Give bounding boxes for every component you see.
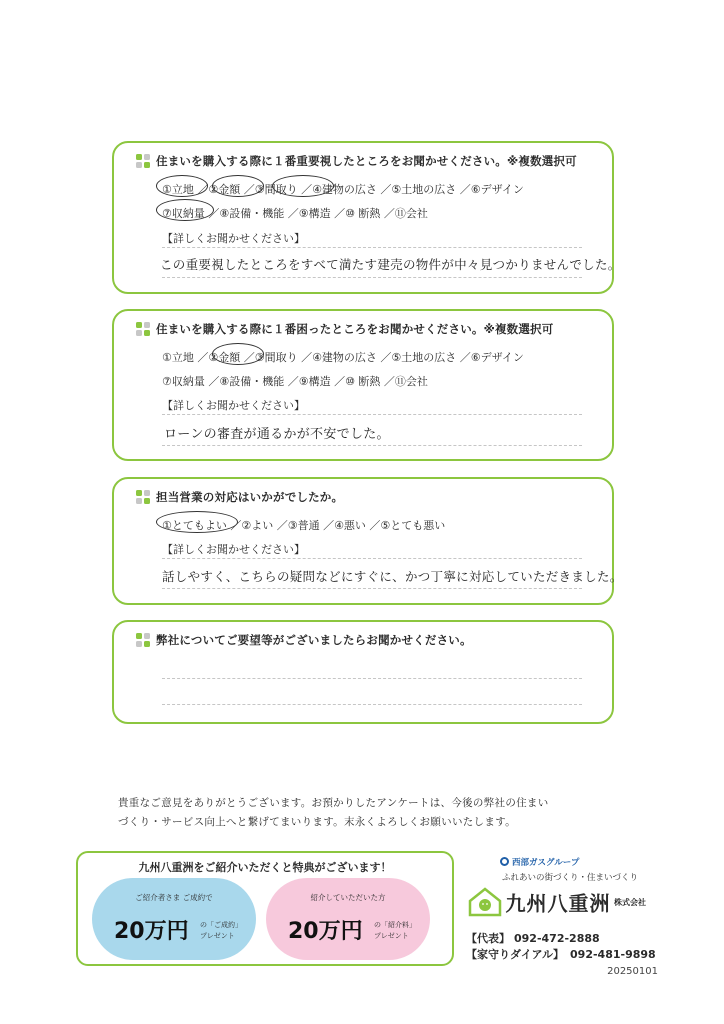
referral-bonus-right-caption: 紹介していただいた方	[310, 893, 386, 902]
clover-logo-icon	[136, 322, 150, 336]
company-maintenance-dial: 【家守りダイアル】 092-481-9898	[466, 948, 656, 961]
question-card-3	[112, 477, 623, 605]
question-card-4	[112, 620, 614, 724]
question-1-detail-label: 【詳しくお聞かせください】	[162, 232, 305, 245]
answer-line	[162, 277, 582, 278]
referral-bonus-left-caption: ご紹介者さま ご成約で	[135, 893, 213, 902]
question-3-title: 担当営業の対応はいかがでしたか。	[136, 489, 343, 505]
answer-line	[162, 414, 582, 415]
referral-bonus-right-note: の「紹介料」 プレゼント	[374, 921, 416, 940]
house-logo-icon	[468, 887, 502, 917]
answer-circle-price	[212, 175, 264, 197]
question-2-detail-label: 【詳しくお聞かせください】	[162, 399, 305, 412]
question-1-options-row-2: ⑦収納量 ／⑧設備・機能 ／⑨構造 ／⑩ 断熱 ／⑪会社	[162, 207, 428, 220]
question-4-title: 弊社についてご要望等がございましたらお聞かせください。	[136, 632, 472, 648]
clover-logo-icon	[136, 633, 150, 647]
referral-bonus-left-note: の「ご成約」 プレゼント	[200, 921, 242, 940]
answer-line	[162, 558, 582, 559]
document-version: 20250101	[607, 966, 658, 977]
referral-bonus-right	[266, 878, 430, 960]
question-1-handwritten-answer: この重要視したところをすべて満たす建売の物件が中々見つかりませんでした。	[160, 257, 621, 272]
company-phone: 【代表】 092-472-2888	[466, 932, 600, 945]
answer-circle-layout	[272, 175, 334, 197]
referral-bonus-left	[92, 878, 256, 960]
company-suffix: 株式会社	[614, 897, 646, 907]
question-1-options-row-1: ①立地 ／②金額 ／③間取り ／④建物の広さ ／⑤土地の広さ ／⑥デザイン	[162, 183, 524, 196]
group-logo-icon	[500, 857, 509, 866]
question-card-1	[112, 141, 621, 294]
clover-logo-icon	[136, 490, 150, 504]
answer-line	[162, 678, 582, 679]
answer-circle-very-good	[156, 511, 238, 533]
answer-circle-price	[212, 343, 264, 365]
company-logo	[468, 887, 646, 917]
question-3-handwritten-answer: 話しやすく、こちらの疑問などにすぐに、かつ丁寧に対応していただきました。	[162, 569, 623, 584]
question-2-options-row-2: ⑦収納量 ／⑧設備・機能 ／⑨構造 ／⑩ 断熱 ／⑪会社	[162, 375, 428, 388]
referral-bonus-left-amount: 20万円	[114, 919, 189, 944]
company-group-name: 西部ガスグループ	[500, 856, 579, 868]
question-2-options-row-1: ①立地 ／②金額 ／③間取り ／④建物の広さ ／⑤土地の広さ ／⑥デザイン	[162, 351, 524, 364]
answer-line	[162, 704, 582, 705]
thank-you-text-line-1: 貴重なご意見をありがとうございます。お預かりしたアンケートは、今後の弊社の住まい	[118, 797, 549, 809]
referral-promo-title: 九州八重洲をご紹介いただくと特典がございます！	[138, 861, 392, 874]
question-card-2	[112, 309, 614, 461]
question-2-title: 住まいを購入する際に１番困ったところをお聞かせください。※複数選択可	[136, 321, 553, 337]
question-3-options-row-1: ①とてもよい ／②よい ／③普通 ／④悪い ／⑤とても悪い	[162, 519, 446, 532]
thank-you-text-line-2: づくり・サービス向上へと繋げてまいります。末永くよろしくお願いいたします。	[118, 816, 516, 828]
answer-line	[162, 588, 582, 589]
question-2-handwritten-answer: ローンの審査が通るかが不安でした。	[164, 427, 390, 442]
answer-circle-storage	[156, 199, 214, 221]
answer-line	[162, 445, 582, 446]
referral-promo-box	[76, 851, 454, 966]
question-3-detail-label: 【詳しくお聞かせください】	[162, 543, 305, 556]
answer-line	[162, 247, 582, 248]
question-1-title: 住まいを購入する際に１番重要視したところをお聞かせください。※複数選択可	[136, 153, 577, 169]
clover-logo-icon	[136, 154, 150, 168]
company-name: 九州八重洲	[505, 891, 611, 916]
company-tagline: ふれあいの街づくり・住まいづくり	[502, 873, 639, 883]
referral-bonus-right-amount: 20万円	[288, 919, 363, 944]
answer-circle-location	[156, 175, 208, 197]
